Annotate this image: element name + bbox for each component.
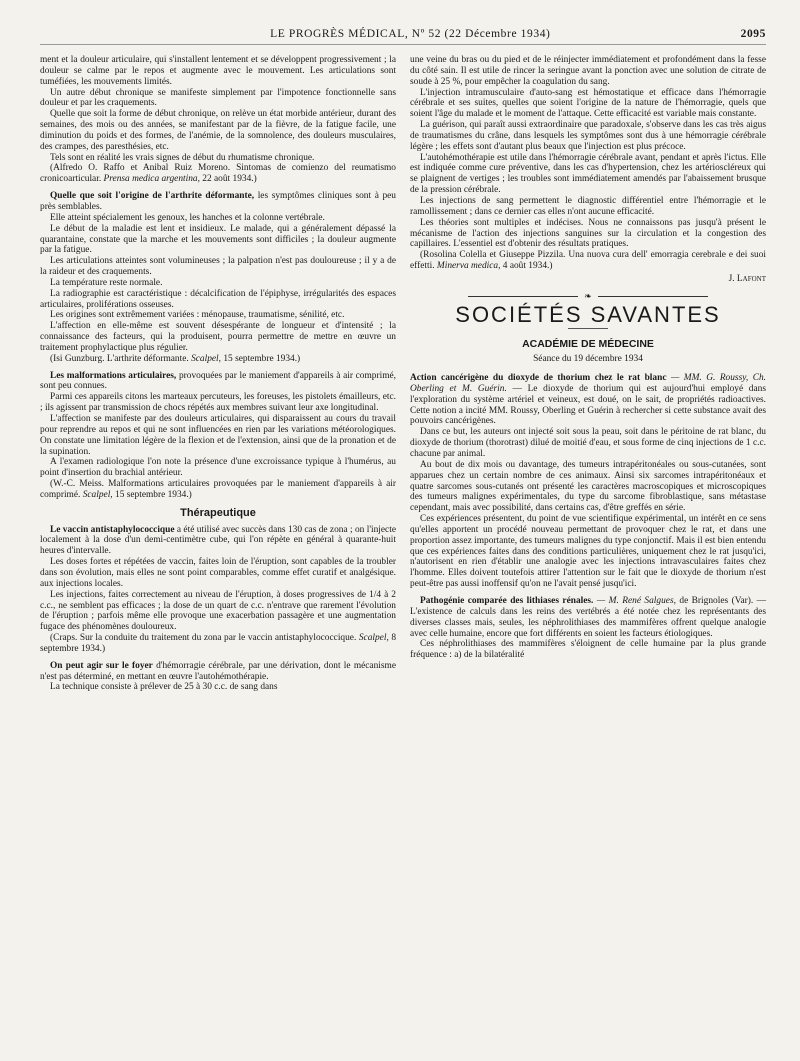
reference-date: 4 août 1934.) bbox=[500, 261, 553, 272]
paragraph: L'autohémothérapie est utile dans l'hémorragie cérébrale avant, pendant et après l'ictus. Elle est indiquée comme cure préventive, dans les cas d'hypertension, chez les artérioscléreux qui se plaignent de vertiges ; les troubles sont immédiatement amendés par l'abaissement brusque de la pression cérébrale. bbox=[410, 152, 766, 196]
paragraph: La radiographie est caractéristique : décalcification de l'épiphyse, irrégularités des espaces articulaires, proliférations osseuses. bbox=[40, 288, 396, 310]
paragraph: Les articulations atteintes sont volumineuses ; la palpation n'est pas douloureuse ; il y a de la raideur et des craquements. bbox=[40, 256, 396, 278]
paragraph: Les injections, faites correctement au niveau de l'éruption, à doses progressives de 1/4 à 2 c.c., ne semblent pas efficaces ; la dose de un quart de c.c. n'entrave que rarement l'évolution de l'éruption ; parfois même elle provoque une exacerbation passagère et une augmentation fugace des phénomènes douloureux. bbox=[40, 589, 396, 633]
section-title-societes-savantes: SOCIÉTÉS SAVANTES bbox=[455, 301, 721, 327]
paragraph: L'injection intramusculaire d'auto-sang est hémostatique et efficace dans l'hémorragie cérébrale et ses suites, quelles que soient l'origine de la nature de l'hémorragie, quels que soient l'âge du malade et le moment de l'attaque. Cette efficacité est variable mais constante. bbox=[410, 87, 766, 120]
paragraph: Ces expériences présentent, du point de vue scientifique expérimental, un intérêt en ce sens qu'elles apportent un procédé nouveau permettant de provoquer chez le rat, et dans une proportion assez importante, des tumeurs malignes du type conjonctif. Mais il est bien entendu que ces expériences faites dans des conditions particulières, uniquement chez le rat jusqu'ici, n'autorisent en rien d'établir une analogie avec les injections intravasculaires faites chez l'homme. Elles doivent toutefois attirer l'attention sur le fait que le dioxyde de thorium n'est peut-être pas aussi inoffensif qu'on ne l'avait pensé jusqu'ici. bbox=[410, 514, 766, 590]
paragraph: Ces néphrolithiases des mammifères s'éloignent de celle humaine par la plus grande fréquence : a) de la bilatéralité bbox=[410, 639, 766, 661]
reference bbox=[40, 354, 396, 365]
author-signature: J. Lafont bbox=[728, 273, 766, 284]
reference-date: 15 septembre 1934.) bbox=[112, 489, 192, 500]
journal-name: Prensa medica argentina, bbox=[103, 174, 200, 185]
divider-line bbox=[598, 296, 708, 297]
paragraph: Les origines sont extrêmement variées : ménopause, traumatisme, sénilité, etc. bbox=[50, 310, 345, 321]
paragraph: Les injections de sang permettent le diagnostic différentiel entre l'hémorragie et le ramollissement ; dans ce dernier cas elles n'ont aucune efficacité. bbox=[410, 195, 766, 217]
article bbox=[410, 596, 766, 639]
article bbox=[40, 525, 396, 558]
article-text: de Brignoles (Var). — L'existence de calculs dans les reins des vertébrés a été notée chez les représentants des diverses classes mais, seules, les néphrolithiases des mammifères offrent quelque analogie avec celle humaine, encore que fort différents en soient les facteurs étiologiques. bbox=[410, 595, 767, 639]
reference-text: (W.-C. Meiss. Malformations articulaires provoquées par le maniement d'appareils à air comprimé. bbox=[40, 479, 396, 500]
paragraph: La guérison, qui paraît aussi extraordinaire que paradoxale, s'observe dans les cas très aigus de traumatismes du crâne, dans lesquels les symptômes sont dus à une hémorragie cérébrale légère ; les effets sont d'autant plus beaux que l'injection est plus précoce. bbox=[410, 120, 766, 152]
paragraph: Parmi ces appareils citons les marteaux percuteurs, les foreuses, les pistolets émailleurs, etc. ; ils agissent par transmission de chocs répétés aux membres suivant leur axe longitudinal. bbox=[40, 392, 396, 414]
paragraph: Le début de la maladie est lent et insidieux. Le malade, qui a généralement dépassé la quarantaine, constate que la marche et les mouvements sont difficiles ; la douleur augmente par la fatigue. bbox=[40, 223, 396, 256]
academy-heading: ACADÉMIE DE MÉDECINE bbox=[522, 338, 654, 351]
paragraph: Un autre début chronique se manifeste simplement par l'impotence fonctionnelle sans douleur et par les craquements. bbox=[40, 87, 396, 109]
ornament-icon: ❧ bbox=[584, 290, 592, 301]
two-columns bbox=[40, 55, 766, 693]
article-text: provoquées par le maniement d'appareils à air comprimé, sont peu connues. bbox=[40, 370, 396, 392]
journal-name: Scalpel, bbox=[358, 633, 389, 644]
article-keyword: On peut agir sur le foyer bbox=[50, 660, 153, 671]
article-authors: — M. René Salgues, bbox=[593, 595, 676, 606]
paragraph: L'affection se manifeste par des douleurs articulaires, qui disparaissent au cours du travail pour reprendre au repos et qui ne sont influencées en rien par les variations météorologiques. On constate une limitation légère de la flexion et de l'extension, ainsi que de la pronation et de la supination. bbox=[40, 414, 396, 457]
paragraph: Les théories sont multiples et indécises. Nous ne connaissons pas jusqu'à présent le mécanisme de l'action des injections sanguines sur la circulation et la congestion des capillaires. L'essentiel est d'obtenir des résultats pratiques. bbox=[410, 217, 766, 250]
article-keyword: Les malformations articulaires, bbox=[50, 370, 177, 381]
section-heading-therapeutique: Thérapeutique bbox=[180, 506, 256, 519]
left-column bbox=[40, 55, 396, 693]
reference-date: 15 septembre 1934.) bbox=[221, 353, 301, 364]
article-text: a été utilisé avec succès dans 130 cas de zona ; on l'injecte localement à la dose d'un demi-centimètre cube, qui l'on répète en général à quarante-huit heures d'intervalle. bbox=[40, 524, 396, 557]
paragraph: Quelle que soit la forme de début chronique, on relève un état morbide antérieur, durant des semaines, des mois ou des années, se manifestant par de la fièvre, de la fatigue facile, une diminution du poids et des formes, de l'anémie, de la somnolence, des douleurs musculaires, des crampes, des paresthésies, etc. bbox=[40, 109, 396, 152]
paragraph: La température reste normale. bbox=[50, 277, 163, 288]
reference bbox=[410, 250, 766, 272]
journal-name: Scalpel, bbox=[82, 489, 113, 500]
article bbox=[40, 661, 396, 683]
article-authors: — MM. G. Roussy, Ch. Oberling et M. Guérin. bbox=[410, 373, 766, 394]
reference-text: (Craps. Sur la conduite du traitement du zona par le vaccin antistaphylococcique. bbox=[50, 633, 359, 644]
article-keyword: Quelle que soit l'origine de l'arthrite déformante, bbox=[50, 191, 255, 202]
running-head bbox=[40, 28, 766, 45]
reference bbox=[40, 633, 396, 655]
paragraph: L'affection en elle-même est souvent désespérante de longueur et d'intensité ; la connaissance des facteurs, qui la produisent, pourra permettre de mettre en œuvre un traitement prophylactique plus régulier. bbox=[40, 321, 396, 353]
paragraph: Elle atteint spécialement les genoux, les hanches et la colonne vertébrale. bbox=[50, 212, 325, 223]
article-keyword: Action cancérigène du dioxyde de thorium chez le rat blanc bbox=[410, 373, 667, 384]
journal-name: Scalpel, bbox=[191, 353, 222, 364]
article bbox=[40, 371, 396, 393]
session-date: Séance du 19 décembre 1934 bbox=[533, 354, 643, 365]
right-column bbox=[410, 55, 766, 693]
paragraph: Tels sont en réalité les vrais signes de début du rhumatisme chronique. bbox=[50, 152, 315, 163]
article bbox=[410, 373, 766, 427]
paragraph: La technique consiste à prélever de 25 à 30 c.c. de sang dans bbox=[50, 682, 278, 693]
reference-date: 8 septembre 1934.) bbox=[40, 633, 397, 654]
paragraph: Dans ce but, les auteurs ont injecté soit sous la peau, soit dans le péritoine de rat blanc, du dioxyde de thorium (thorotrast) dilué de moitié d'eau, et sous forme de cinq injections de 1 c.c. chacune par animal. bbox=[410, 427, 766, 459]
paragraph: Au bout de dix mois ou davantage, des tumeurs intrapéritonéales ou sous-cutanées, sont apparues chez un certain nombre de ces animaux. Ainsi six sarcomes intrapéritonéaux et quatre sarcomes sous-cutanés ont présenté les caractères macroscopiques et microscopiques des tumeurs malignes expérimentales, du type du sarcome fibroblastique, sans métastase cependant, mais avec possibilité, dans certains cas, d'être greffés en série. bbox=[410, 459, 766, 514]
divider bbox=[568, 328, 608, 329]
article-text: — Le dioxyde de thorium qui est aujourd'hui employé dans l'exploration du système artériel et veineux, est doué, on le sait, de propriétés radioactives. Cette notion a incité MM. Roussy, Oberling et Guérin à rechercher si cette substance avait des pouvoirs cancérigènes. bbox=[410, 383, 766, 427]
reference bbox=[40, 163, 396, 185]
paragraph: Les doses fortes et répétées de vaccin, faites loin de l'éruption, sont capables de la troubler dans son évolution, mais elles ne sont point comparables, comme effet curatif et analgésique. aux injections locales. bbox=[40, 557, 396, 589]
reference-text: (Alfredo O. Raffo et Anibal Ruiz Moreno. Sintomas de comienzo del reumatismo cronicoarticular. bbox=[40, 163, 396, 185]
article bbox=[40, 191, 396, 213]
paragraph: une veine du bras ou du pied et de le réinjecter immédiatement et profondément dans la fesse du côté sain. Il est utile de rincer la seringue avant la ponction avec une solution de citrate de soude à 25 %, pour empêcher la coagulation du sang. bbox=[410, 55, 766, 87]
paragraph: A l'examen radiologique l'on note la présence d'une excroissance typique à l'humérus, au point d'insertion du brachial antérieur. bbox=[40, 457, 396, 479]
article-text: d'hémorragie cérébrale, par une dérivation, dont le mécanisme n'est pas déterminé, en mettant en œuvre l'autohémothérapie. bbox=[40, 660, 396, 682]
page-number: 2095 bbox=[740, 28, 766, 40]
journal-name: Minerva medica, bbox=[436, 261, 501, 272]
article-keyword: Le vaccin antistaphylococcique bbox=[50, 524, 175, 535]
paragraph: ment et la douleur articulaire, qui s'installent lentement et se développent progressivement ; la douleur se calme par le repos et augmente avec le mouvement. Les articulations sont tuméfiées, les mouvements limités. bbox=[40, 55, 396, 87]
reference-date: 22 août 1934.) bbox=[199, 174, 257, 185]
article-text: les symptômes cliniques sont à peu près semblables. bbox=[40, 191, 396, 212]
reference-text: (Isi Gunzburg. L'arthrite déformante. bbox=[50, 353, 192, 364]
article-keyword: Pathogénie comparée des lithiases rénales. bbox=[420, 595, 594, 606]
reference-text: (Rosolina Colella et Giuseppe Pizzila. Una nuova cura dell' emorragia cerebrale e dei suoi effetti. bbox=[410, 250, 766, 272]
divider-line bbox=[468, 296, 578, 297]
ornamental-divider bbox=[410, 291, 766, 302]
reference bbox=[40, 479, 396, 501]
journal-title: LE PROGRÈS MÉDICAL, Nº 52 (22 Décembre 1934) bbox=[270, 28, 551, 40]
